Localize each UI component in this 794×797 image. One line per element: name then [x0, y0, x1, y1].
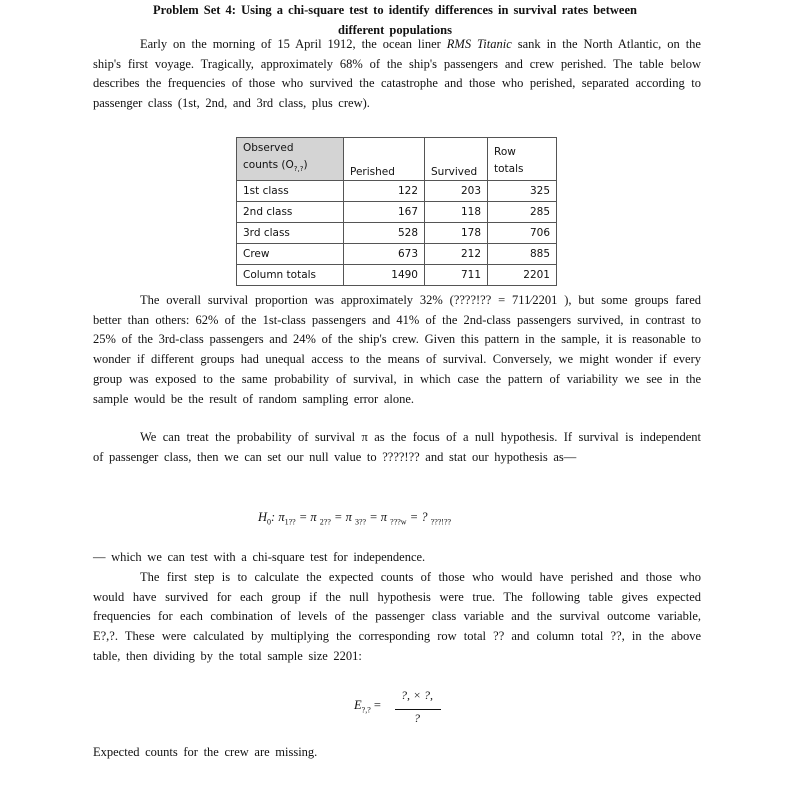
observed-counts-table — [236, 137, 557, 286]
cell-perished: 673 — [344, 244, 425, 265]
table-row — [237, 181, 557, 202]
expected-counts-text: The first step is to calculate the expected counts of those who would have perished and those who would have survived for each group if the null hypothesis were true. The following table gives expected frequencies for each combination of levels of the passenger class variable and the survival outcome variable, E?,?. These were calculated by multiplying the corresponding row total ?? and column total ??, in the above table, then dividing by the total sample size 2201: — [93, 570, 701, 663]
row-label: 2nd class — [237, 202, 344, 223]
ship-name: RMS Titanic — [446, 37, 512, 51]
table-header-row — [237, 138, 557, 181]
table-row — [237, 223, 557, 244]
row-label: Column totals — [237, 265, 344, 286]
survival-paragraph — [93, 291, 701, 409]
formula-denominator: ? — [414, 711, 420, 725]
intro-text-2: sank in the North Atlantic, on the ship's first voyage. Tragically, approximately 68% of the ship's passengers and crew perished. The table below describes the frequencies of those who survived the catastrophe and those who perished, separated according to passenger class (1st, 2nd, and 3rd class, plus crew). — [93, 37, 701, 111]
chi-square-note — [93, 548, 701, 568]
title-line-1: Problem Set 4: Using a chi-square test to identify differences in survival rates between — [153, 3, 637, 17]
cell-survived: 178 — [425, 223, 488, 244]
hypothesis-equation: $H_0$: $\pi_{1??} = \pi$ $_{2??}$ = π $_{3??}$ = π $_{???w}$ = ? $_{???!??}$ — [258, 510, 452, 527]
row-label: 3rd class — [237, 223, 344, 244]
cell-perished: 528 — [344, 223, 425, 244]
intro-paragraph — [93, 35, 701, 114]
problem-title — [95, 0, 695, 40]
cell-survived: 118 — [425, 202, 488, 223]
cell-perished: 122 — [344, 181, 425, 202]
table-row — [237, 202, 557, 223]
header-row-totals: Row totals — [488, 138, 557, 181]
header-survived: Survived — [425, 138, 488, 181]
null-hypothesis-paragraph — [93, 428, 701, 467]
row-label: Crew — [237, 244, 344, 265]
cell-row-total: 285 — [488, 202, 557, 223]
table-row — [237, 244, 557, 265]
table-row — [237, 265, 557, 286]
null-hypothesis-text: We can treat the probability of survival π as the focus of a null hypothesis. If survival is independent of passenger class, then we can set our null value to ????!?? and stat our hypothesis as— — [93, 430, 701, 464]
formula-lhs: $E_{?,?}$ = — [354, 698, 381, 715]
expected-counts-paragraph — [93, 568, 701, 667]
cell-survived: 711 — [425, 265, 488, 286]
cell-row-total: 325 — [488, 181, 557, 202]
intro-text-1: Early on the morning of 15 April 1912, the ocean liner — [140, 37, 447, 51]
cell-perished: 1490 — [344, 265, 425, 286]
cell-row-total: 2201 — [488, 265, 557, 286]
cell-row-total: 885 — [488, 244, 557, 265]
footer-text: Expected counts for the crew are missing. — [93, 745, 318, 759]
row-label: 1st class — [237, 181, 344, 202]
cell-perished: 167 — [344, 202, 425, 223]
table-corner-label: Observed counts $(O_{?,?})$ — [237, 138, 344, 181]
header-perished: Perished — [344, 138, 425, 181]
cell-row-total: 706 — [488, 223, 557, 244]
cell-survived: 212 — [425, 244, 488, 265]
chi-square-text: — which we can test with a chi-square test for independence. — [93, 550, 426, 564]
formula-numerator: ?, × ?, — [400, 688, 434, 702]
survival-text: The overall survival proportion was approximately 32% (????!?? = 711⁄2201 ), but some groups fared better than others: 62% of the 1st-class passengers and 41% of the 2nd-class passengers survived, in contrast to 25% of the 3rd-class passengers and 24% of the ship's crew. Given this pattern in the sample, it is reasonable to wonder if different groups had unequal access to the means of survival. Conversely, we might wonder if every group was exposed to the same probability of survival, in which case the pattern of variability we see in the sample would be the result of random sampling error alone. — [93, 293, 701, 406]
fraction-bar — [395, 709, 441, 710]
title-line-2: different populations — [338, 23, 452, 37]
cell-survived: 203 — [425, 181, 488, 202]
footer-note — [93, 743, 701, 763]
